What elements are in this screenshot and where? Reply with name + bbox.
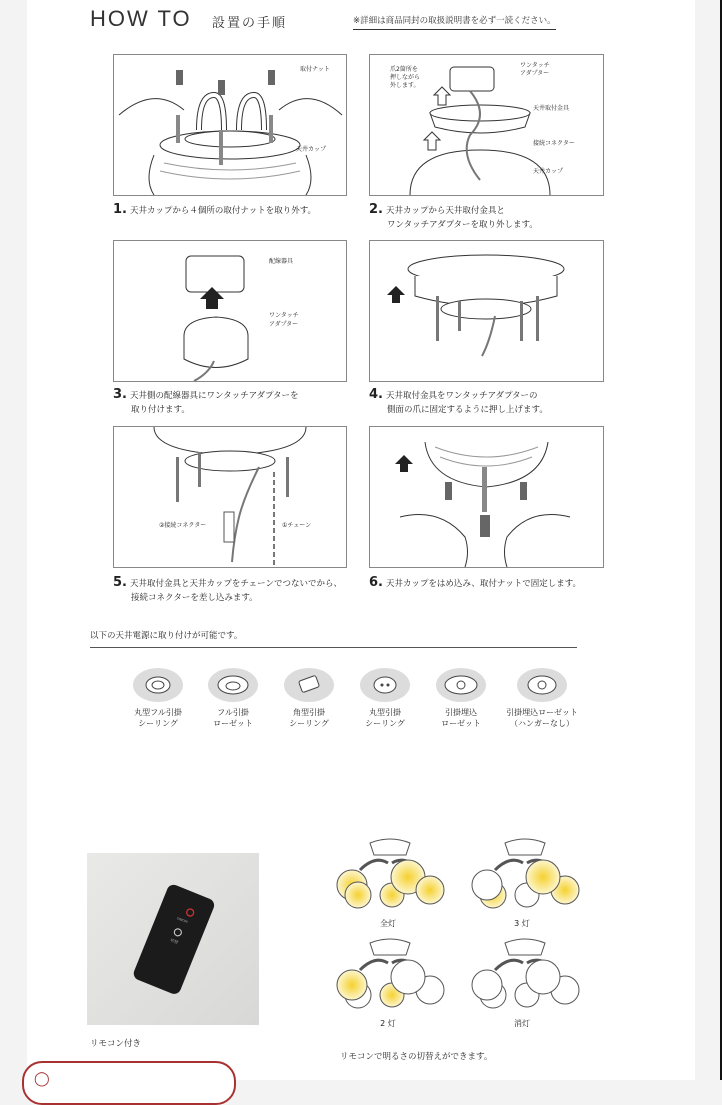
circle-icon: ◯ [34, 1071, 50, 1087]
mode-label-all: 全灯 [380, 919, 396, 928]
label-chain: ①チェーン [282, 522, 312, 529]
step-1-text: 1. 天井カップから４個所の取付ナットを取り外す。 [113, 202, 317, 217]
label-wiring-device: 配線器具 [269, 258, 294, 265]
divider [90, 647, 577, 648]
label-adapter: アダプター [269, 321, 299, 328]
lamp-mode-three [465, 835, 585, 915]
label-connector: 接続コネクター [533, 140, 575, 147]
mount-round-full-hook-ceiling: 丸型フル引掛 シーリング [120, 668, 196, 729]
square-ceiling-icon [284, 668, 334, 702]
step-6-illustration [369, 426, 604, 568]
label-claws: 爪2箇所を [390, 66, 418, 73]
round-ceiling-icon [360, 668, 410, 702]
step-2-illustration [369, 54, 604, 196]
lamp-mode-two [330, 935, 450, 1015]
step-2-text: 2. 天井カップから天井取付金具と ワンタッチアダプターを取り外します。 [369, 202, 538, 230]
mount-round-hook-ceiling: 丸型引掛 シーリング [347, 668, 423, 729]
step-4-illustration [369, 240, 604, 382]
remote-switch-label: 切替 [169, 937, 179, 945]
label-mounting-nut: 取付ナット [300, 66, 330, 73]
remote-brightness-note: リモコンで明るさの切替えができます。 [340, 1052, 493, 1062]
step-6-text: 6. 天井カップをはめ込み、取付ナットで固定します。 [369, 575, 582, 590]
page-title: HOW TO [90, 6, 192, 31]
remote-caption: リモコン付き [90, 1039, 142, 1049]
step-3-illustration [113, 240, 347, 382]
step-5-text: 5. 天井取付金具と天井カップをチェーンでつないでから、 接続コネクターを差し込みます。 [113, 575, 342, 603]
page-subtitle: 設置の手順 [212, 16, 288, 31]
step-1-illustration [113, 54, 347, 196]
embedded-rosette-icon [517, 668, 567, 702]
floating-action-button[interactable] [22, 1061, 236, 1105]
mount-embedded-rosette: 引掛埋込 ローゼット [423, 668, 499, 729]
mode-label-three: 3 灯 [514, 919, 530, 928]
label-one-touch: ワンタッチ [520, 62, 550, 69]
mode-label-off: 消灯 [514, 1019, 530, 1028]
step-3-text: 3. 天井側の配線器具にワンタッチアダプターを 取り付けます。 [113, 387, 299, 415]
mode-label-two: 2 灯 [380, 1019, 396, 1028]
remote-control-photo [87, 853, 259, 1025]
label-one-touch: ワンタッチ [269, 312, 299, 319]
embedded-rosette-icon [436, 668, 486, 702]
label-remove: 外します。 [390, 82, 420, 89]
lamp-mode-off [465, 935, 585, 1015]
label-ceiling-bracket: 天井取付金具 [533, 105, 570, 112]
step-5-illustration [113, 426, 347, 568]
label-ceiling-cup: 天井カップ [296, 146, 326, 153]
rosette-icon [208, 668, 258, 702]
remote-onoff-label: ON/OFF [176, 916, 189, 925]
round-ceiling-icon [133, 668, 183, 702]
mount-embedded-rosette-no-hanger: 引掛埋込ローゼット （ハンガーなし） [497, 668, 587, 729]
step-4-text: 4. 天井取付金具をワンタッチアダプターの 側面の爪に固定するように押し上げます。 [369, 387, 548, 415]
lamp-mode-all [330, 835, 450, 915]
mount-square-hook-ceiling: 角型引掛 シーリング [271, 668, 347, 729]
mount-full-hook-rosette: フル引掛 ローゼット [195, 668, 271, 729]
manual-note: ※詳細は商品同封の取扱説明書を必ず一読ください。 [353, 14, 556, 30]
compatible-mounts-heading: 以下の天井電源に取り付けが可能です。 [90, 631, 243, 641]
label-connector: ②接続コネクター [159, 522, 207, 529]
label-ceiling-cup: 天井カップ [533, 168, 563, 175]
label-press: 押しながら [390, 74, 421, 81]
label-adapter: アダプター [520, 70, 550, 77]
